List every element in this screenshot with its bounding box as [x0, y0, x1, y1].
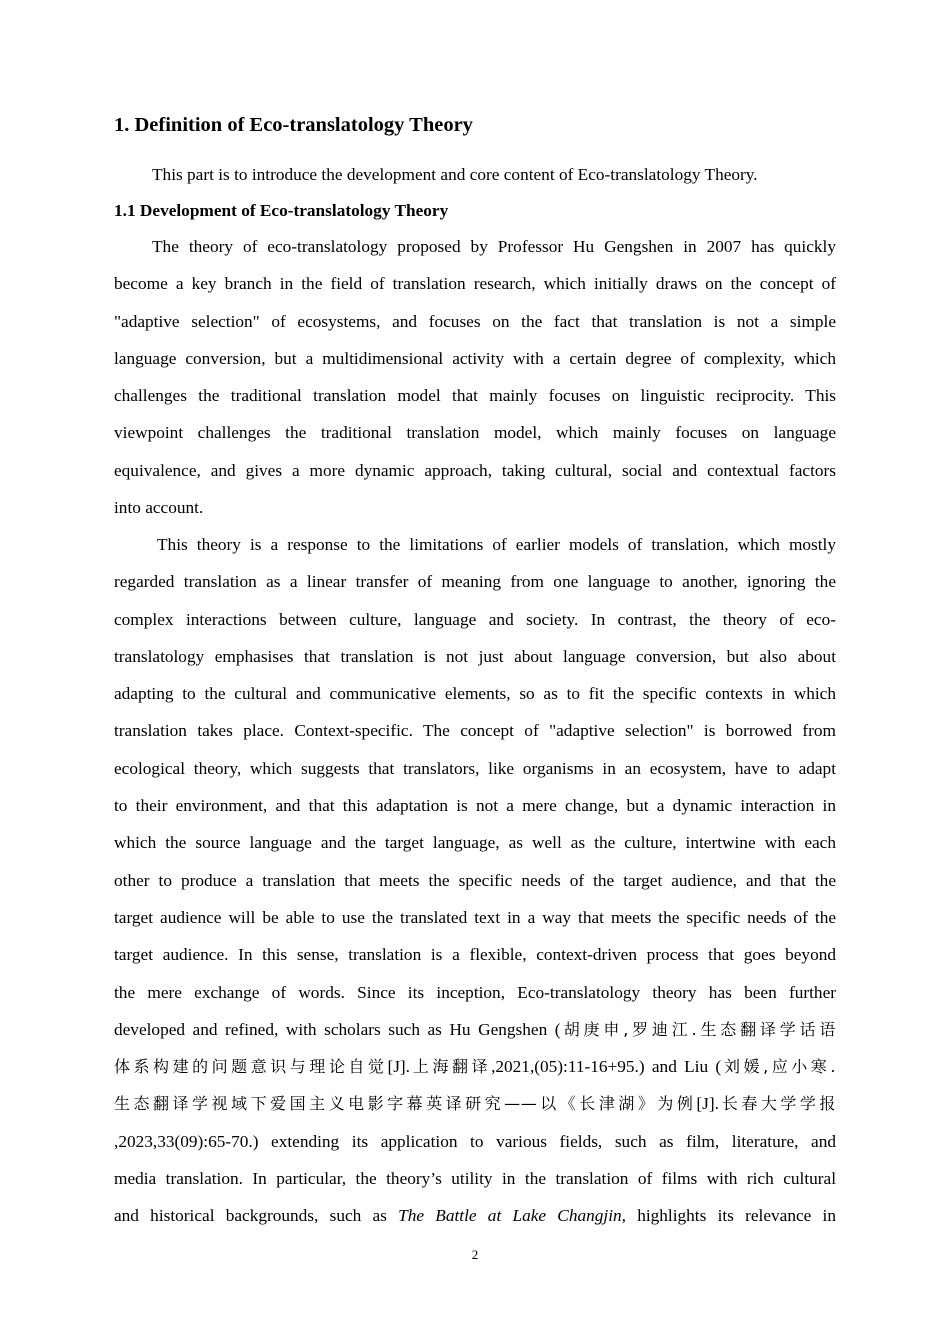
text-segment: , highlights its relevance in — [621, 1206, 836, 1226]
text-line: "adaptive selection" of ecosystems, and focuses on the fact that translation is not a simple — [114, 311, 836, 331]
text-line-citation — [114, 1091, 836, 1128]
citation-text: [J]. — [696, 1094, 719, 1114]
text-line: into account. — [114, 498, 204, 518]
text-line: media translation. In particular, the theory’s utility in the translation of films with rich cultural — [114, 1169, 836, 1189]
citation-lead-text: developed and refined, with scholars such as Hu Gengshen ( — [114, 1019, 561, 1039]
citation-cjk-text: 刘媛,应小寒. — [721, 1057, 836, 1077]
citation-cjk-text: 体系构建的问题意识与理论自觉 — [114, 1057, 388, 1077]
text-line-citation — [114, 1054, 836, 1091]
text-line: other to produce a translation that meets the specific needs of the target audience, and that the — [114, 870, 836, 890]
text-line: This theory is a response to the limitations of earlier models of translation, which mostly — [157, 535, 836, 554]
text-line-with-film-title — [114, 1203, 836, 1240]
text-line: The theory of eco-translatology proposed by Professor Hu Gengshen in 2007 has quickly — [152, 237, 836, 256]
text-line: equivalence, and gives a more dynamic approach, taking cultural, social and contextual factors — [114, 460, 836, 480]
citation-cjk-text: 长春大学学报 — [718, 1094, 836, 1114]
text-line: regarded translation as a linear transfer of meaning from one language to another, ignoring the — [114, 572, 836, 592]
paragraph-1 — [114, 234, 836, 532]
citation-cjk-text: 上海翻译 — [410, 1057, 492, 1077]
film-title-italic: The Battle at Lake Changjin — [398, 1206, 622, 1226]
subsection-heading: 1.1 Development of Eco-translatology Theory — [114, 201, 449, 220]
text-line: ecological theory, which suggests that translators, like organisms in an ecosystem, have to adapt — [114, 758, 836, 778]
text-line: challenges the traditional translation model that mainly focuses on linguistic reciprocity. This — [114, 386, 836, 406]
page-number: 2 — [471, 1247, 479, 1262]
paragraph-2 — [114, 532, 836, 1241]
citation-cjk-text: 胡庚申,罗迪江.生态翻译学话语 — [560, 1019, 836, 1039]
text-segment: and historical backgrounds, such as — [114, 1206, 399, 1226]
text-line: viewpoint challenges the traditional translation model, which mainly focuses on language — [114, 423, 836, 443]
text-line: language conversion, but a multidimensional activity with a certain degree of complexity, which — [114, 348, 836, 368]
text-line: become a key branch in the field of translation research, which initially draws on the concept of — [114, 274, 836, 294]
text-line: complex interactions between culture, language and society. In contrast, the theory of eco- — [114, 609, 836, 629]
section-heading: 1. Definition of Eco-translatology Theory — [114, 114, 473, 136]
citation-cjk-text: 生态翻译学视域下爱国主义电影字幕英译研究——以《长津湖》为例 — [114, 1094, 697, 1114]
text-line: target audience. In this sense, translation is a flexible, context-driven process that goes beyond — [114, 945, 836, 965]
intro-paragraph: This part is to introduce the development and core content of Eco-translatology Theory. — [152, 165, 758, 184]
text-line: to their environment, and that this adaptation is not a mere change, but a dynamic interaction in — [114, 796, 836, 816]
text-line: adapting to the cultural and communicative elements, so as to fit the specific contexts in which — [114, 684, 836, 704]
text-line: target audience will be able to use the translated text in a way that meets the specific needs of the — [114, 907, 836, 927]
citation-text: [J]. — [387, 1057, 410, 1077]
text-line: the mere exchange of words. Since its inception, Eco-translatology theory has been further — [114, 982, 836, 1002]
text-line: translatology emphasises that translation is not just about language conversion, but also about — [114, 646, 836, 666]
text-line: ,2023,33(09):65-70.) extending its application to various fields, such as film, literature, and — [114, 1131, 836, 1151]
text-line: which the source language and the target language, as well as the culture, intertwine with each — [114, 833, 836, 853]
citation-text: ,2021,(05):11-16+95.) and Liu ( — [491, 1057, 722, 1077]
text-line: translation takes place. Context-specific. The concept of "adaptive selection" is borrowed from — [114, 721, 836, 741]
text-line-citation — [114, 1017, 836, 1054]
